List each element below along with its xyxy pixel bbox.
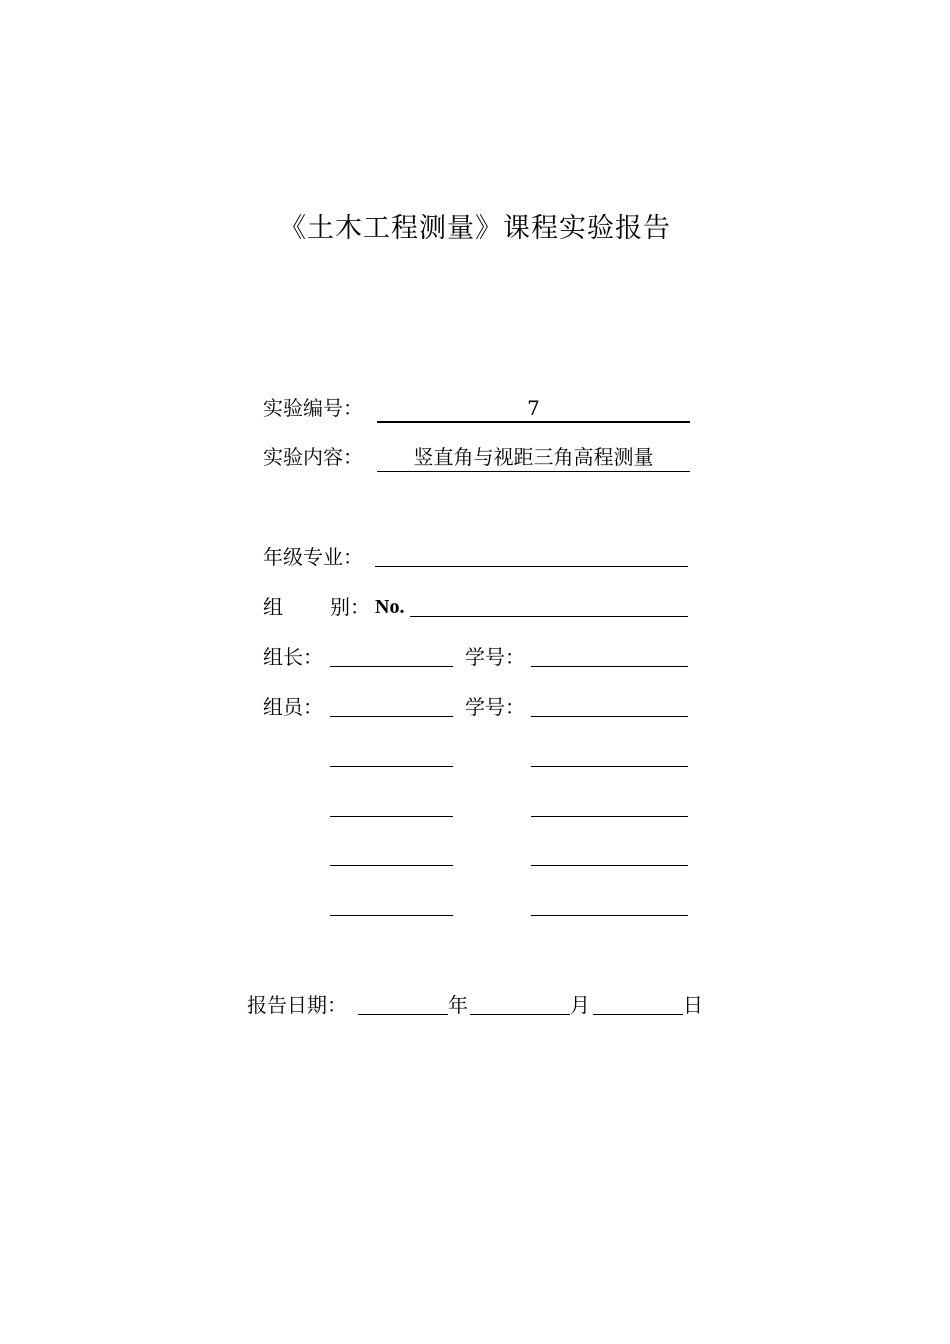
member-student-id-field[interactable] <box>531 915 688 916</box>
experiment-number-underline <box>377 421 690 423</box>
grade-major-label: 年级专业： <box>263 545 363 569</box>
experiment-number-value: 7 <box>527 396 540 420</box>
report-month-unit: 月 <box>570 993 590 1017</box>
group-leader-label: 组长： <box>263 645 323 669</box>
group-leader-field[interactable] <box>330 666 453 667</box>
experiment-content-underline <box>377 471 690 472</box>
member-name-field[interactable] <box>330 865 453 866</box>
member-student-id-field[interactable] <box>531 816 688 817</box>
member-name-field[interactable] <box>330 716 453 717</box>
member-student-id-field[interactable] <box>531 766 688 767</box>
leader-student-id-label: 学号： <box>465 645 525 669</box>
experiment-number-label: 实验编号： <box>263 396 363 420</box>
report-year-unit: 年 <box>448 993 468 1017</box>
group-member-label: 组员： <box>263 695 323 719</box>
member-student-id-field[interactable] <box>531 716 688 717</box>
report-title: 《土木工程测量》课程实验报告 <box>279 213 671 244</box>
member-name-field[interactable] <box>330 816 453 817</box>
member-student-id-field[interactable] <box>531 865 688 866</box>
report-day-unit: 日 <box>683 993 703 1017</box>
member-name-field[interactable] <box>330 915 453 916</box>
report-month-field[interactable] <box>470 1014 570 1015</box>
group-number-field[interactable] <box>410 616 688 617</box>
group-label-rest: 别： <box>330 595 370 619</box>
report-date-label: 报告日期： <box>247 993 347 1017</box>
member-student-id-label: 学号： <box>465 695 525 719</box>
group-number-prefix: No. <box>375 596 405 618</box>
experiment-content-label: 实验内容： <box>263 445 363 469</box>
report-year-field[interactable] <box>358 1014 448 1015</box>
report-day-field[interactable] <box>593 1014 683 1015</box>
grade-major-field[interactable] <box>375 566 688 567</box>
member-name-field[interactable] <box>330 766 453 767</box>
experiment-content-value: 竖直角与视距三角高程测量 <box>413 445 654 469</box>
group-label-char: 组 <box>263 595 283 619</box>
leader-student-id-field[interactable] <box>531 666 688 667</box>
